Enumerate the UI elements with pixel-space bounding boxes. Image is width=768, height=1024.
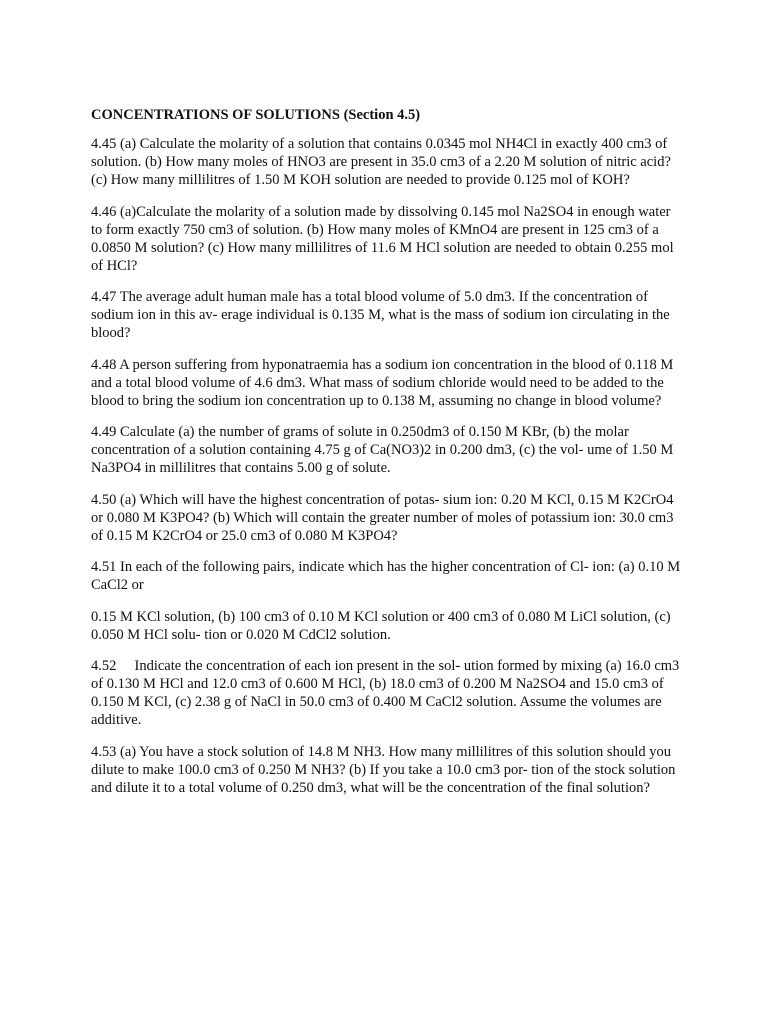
problem-4-46: 4.46 (a)Calculate the molarity of a solution made by dissolving 0.145 mol Na2SO4 in enough water to form exactly 750 cm3 of solution. (b) How many moles of KMnO4 are present in 125 cm3 of a 0.0850 M solution? (c) How many millilitres of 11.6 M HCl solution are needed to obtain 0.255 mol of HCl? xyxy=(91,203,674,274)
problem-4-53: 4.53 (a) You have a stock solution of 14.8 M NH3. How many millilitres of this solution should you dilute to make 100.0 cm3 of 0.250 M NH3? (b) If you take a 10.0 cm3 por- tion of the stock solution and dilute it to a total volume of 0.250 dm3, what will be the concentration of the final solution? xyxy=(91,743,676,796)
problem-4-48: 4.48 A person suffering from hyponatraemia has a sodium ion concentration in the blood of 0.118 M and a total blood volume of 4.6 dm3. What mass of sodium chloride would need to be added to the blood to bring the sodium ion concentration up to 0.138 M, assuming no change in blood volume? xyxy=(91,356,674,409)
problem-4-49: 4.49 Calculate (a) the number of grams of solute in 0.250dm3 of 0.150 M KBr, (b) the molar concentration of a solution containing 4.75 g of Ca(NO3)2 in 0.200 dm3, (c) the vol- ume of 1.50 M Na3PO4 in millilitres that contains 5.00 g of solute. xyxy=(91,424,674,476)
section-heading: CONCENTRATIONS OF SOLUTIONS (Section 4.5) xyxy=(91,107,421,123)
problem-4-47: 4.47 The average adult human male has a total blood volume of 5.0 dm3. If the concentration of sodium ion in this av- erage individual is 0.135 M, what is the mass of sodium ion circulating in the blood? xyxy=(91,289,670,341)
problem-4-51-part-2: 0.15 M KCl solution, (b) 100 cm3 of 0.10 M KCl solution or 400 cm3 of 0.080 M LiCl solution, (c) 0.050 M HCl solu- tion or 0.020 M CdCl2 solution. xyxy=(91,608,671,643)
problem-4-45: 4.45 (a) Calculate the molarity of a solution that contains 0.0345 mol NH4Cl in exactly 400 cm3 of solution. (b) How many moles of HNO3 are present in 35.0 cm3 of a 2.20 M solution of nitric acid? (c) How many millilitres of 1.50 M KOH solution are needed to provide 0.125 mol of KOH? xyxy=(91,136,671,188)
document-body xyxy=(91,106,681,810)
problem-4-51-part-1: 4.51 In each of the following pairs, indicate which has the higher concentration of Cl- ion: (a) 0.10 M CaCl2 or xyxy=(91,559,681,593)
problem-4-52: 4.52 Indicate the concentration of each ion present in the sol- ution formed by mixing (a) 16.0 cm3 of 0.130 M HCl and 12.0 cm3 of 0.600 M HCl, (b) 18.0 cm3 of 0.200 M Na2SO4 and 15.0 cm3 of 0.150 M KCl, (c) 2.38 g of NaCl in 50.0 cm3 of 0.400 M CaCl2 solution. Assume the volumes are additive. xyxy=(91,658,680,728)
problem-4-50: 4.50 (a) Which will have the highest concentration of potas- sium ion: 0.20 M KCl, 0.15 M K2CrO4 or 0.080 M K3PO4? (b) Which will contain the greater number of moles of potassium ion: 30.0 cm3 of 0.15 M K2CrO4 or 25.0 cm3 of 0.080 M K3PO4? xyxy=(91,491,674,544)
